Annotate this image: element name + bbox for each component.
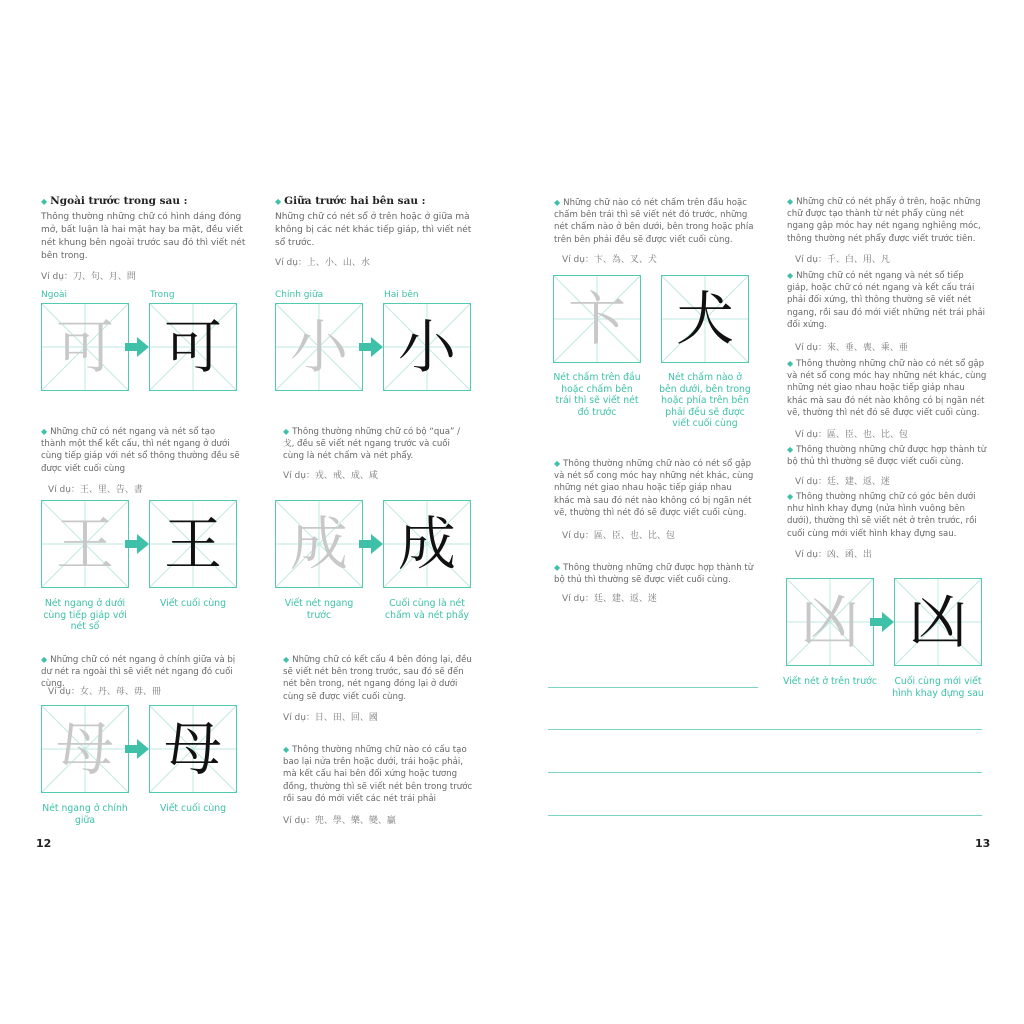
example-bushou: Ví dụ：廷、建、返、迷 — [562, 594, 657, 604]
example-outside-inside: Ví dụ：刀、句、月、問 — [41, 272, 136, 282]
caption-wang-b: Viết cuối cùng — [159, 598, 227, 609]
writing-line — [548, 687, 758, 688]
practice-box-mu-before — [41, 705, 129, 793]
label-hai-ben: Hai bên — [384, 290, 419, 300]
caption-wang-a: Nét ngang ở dưới cùng tiếp giáp với nét sổ — [43, 598, 127, 632]
practice-box-cheng-before — [275, 500, 363, 588]
caption-xiong-b: Cuối cùng mới viết hình khay đựng sau — [892, 676, 984, 699]
practice-box-ke-before — [41, 303, 129, 391]
caption-cheng-b: Cuối cùng là nét chấm và nét phẩy — [384, 598, 470, 621]
practice-box-xiong-before — [786, 578, 874, 666]
arrow-right-icon — [125, 739, 149, 759]
label-ngoai: Ngoài — [41, 290, 67, 300]
character-wang: 王 — [163, 510, 222, 578]
note-zhe: ◆ Thông thường những chữ nào có nét sổ gập và nét sổ cong móc hay những nét khác, cùng những nét giao nhau hoặc tiếp giáp nhau khác mà sau đó nét nào không có bị ngăn nét vẽ, thường thì nét đó sẽ được viết cuối cùng. — [554, 459, 754, 518]
example-dian: Ví dụ：卞、為、叉、犬 — [562, 255, 657, 265]
note-cheng: ◆ Thông thường những chữ có bộ “qua” / 戈, đều sẽ viết nét ngang trước và cuối cùng là nét chấm và nét phẩy. — [283, 427, 461, 462]
note-xiong: ◆ Thông thường những chữ có góc bên dưới như hình khay đựng (nửa hình vuông bên dưới), thường thì sẽ viết nét ở trên trước, rồi cuối cùng mới viết hình khay đựng sau. — [787, 492, 977, 539]
practice-box-quan — [661, 275, 749, 363]
note-bao: ◆ Thông thường những chữ nào có cấu tạo bao lại nửa trên hoặc dưới, trái hoặc phải, mà kết cấu hai bên đối xứng hoặc tương đồng, thường thì sẽ viết nét bên trong trước rồi sau đó mới viết các nét trái phải — [283, 745, 473, 804]
example-duicheng: Ví dụ：來、垂、喪、乘、亜 — [795, 343, 908, 353]
diamond-bullet-icon: ◆ — [787, 445, 794, 454]
practice-box-xiao-after — [383, 303, 471, 391]
caption-bian: Nét chấm trên đầu hoặc chấm bên trái thì sẽ viết nét đó trước — [553, 372, 641, 418]
caption-quan: Nét chấm nào ở bên dưới, bên trong hoặc phía trên bên phải đều sẽ được viết cuối cùng — [659, 372, 751, 429]
example-cheng: Ví dụ：戎、戒、成、咸 — [283, 471, 378, 481]
note-pie: ◆ Những chữ có nét phẩy ở trên, hoặc những chữ được tạo thành từ nét phẩy cùng nét ngang gập móc hay nét ngang nghiêng móc, thông thường nét phẩy được viết trước tiên. — [787, 197, 981, 244]
page-number-left: 12 — [36, 837, 52, 850]
diamond-bullet-icon: ◆ — [554, 563, 561, 572]
diamond-bullet-icon: ◆ — [283, 745, 290, 754]
practice-box-mu-after — [149, 705, 237, 793]
character-xiong: 凶 — [908, 588, 967, 656]
diamond-bullet-icon: ◆ — [41, 655, 48, 664]
example-ri: Ví dụ：日、田、回、國 — [283, 713, 378, 723]
caption-xiong-a: Viết nét ở trên trước — [783, 676, 877, 687]
caption-mu-b: Viết cuối cùng — [159, 803, 227, 814]
arrow-right-icon — [870, 612, 894, 632]
caption-mu-a: Nét ngang ở chính giữa — [42, 803, 128, 826]
example-pie: Ví dụ：千、白、用、凡 — [795, 255, 890, 265]
writing-line — [548, 772, 982, 773]
practice-box-ke-after — [149, 303, 237, 391]
diamond-bullet-icon: ◆ — [787, 359, 794, 368]
practice-box-wang-after — [149, 500, 237, 588]
paragraph-middle-sides: Những chữ có nét sổ ở trên hoặc ở giữa mà không bị các nét khác tiếp giáp, thì viết nét sổ trước. — [275, 212, 472, 248]
note-wang: ◆ Những chữ có nét ngang và nét sổ tạo thành một thể kết cấu, thì nét ngang ở dưới cùng tiếp giáp với nét sổ thông thường đều sẽ được viết cuối cùng — [41, 427, 240, 474]
practice-box-wang-before — [41, 500, 129, 588]
diamond-bullet-icon: ◆ — [41, 427, 48, 436]
example-middle-sides: Ví dụ：上、小、山、水 — [275, 258, 370, 268]
note-ri: ◆ Những chữ có kết cấu 4 bên đóng lại, đều sẽ viết nét bên trong trước, sau đó sẽ đến nét bên trong, nét ngang đóng lại ở dưới cùng sẽ được viết cuối cùng. — [283, 655, 472, 702]
practice-box-xiao-before — [275, 303, 363, 391]
diamond-bullet-icon: ◆ — [787, 492, 794, 501]
note-dian: ◆ Những chữ nào có nét chấm trên đầu hoặc chấm bên trái thì sẽ viết nét đó trước, những nét chấm nào ở bên dưới, bên trong hoặc phía trên bên phải đều sẽ được viết cuối cùng. — [554, 198, 754, 245]
arrow-right-icon — [125, 534, 149, 554]
example-bao: Ví dụ：兜、學、樂、變、贏 — [283, 816, 396, 826]
caption-cheng-a: Viết nét ngang trước — [284, 598, 354, 621]
diamond-bullet-icon: ◆ — [283, 427, 290, 436]
paragraph-outside-inside: Thông thường những chữ có hình dáng đóng mở, bất luận là hai mặt hay ba mặt, đều viết nét khung bên ngoài trước sau đó thì viết nét bên trong. — [41, 212, 246, 261]
example-gou: Ví dụ：區、臣、也、比、包 — [795, 430, 908, 440]
note-bushou: ◆ Thông thường những chữ được hợp thành từ bộ thủ thì thường sẽ được viết cuối cùng. — [554, 563, 754, 586]
practice-box-xiong-after — [894, 578, 982, 666]
label-trong: Trong — [150, 290, 175, 300]
character-ke: 可 — [55, 313, 114, 381]
page-number-right: 13 — [975, 837, 991, 850]
diamond-bullet-icon: ◆ — [41, 196, 48, 206]
character-ke: 可 — [163, 313, 222, 381]
example-zhe: Ví dụ：區、臣、也、比、包 — [562, 531, 675, 541]
arrow-right-icon — [125, 337, 149, 357]
arrow-right-icon — [359, 534, 383, 554]
character-quan: 犬 — [675, 285, 734, 353]
character-cheng: 成 — [397, 510, 456, 578]
diamond-bullet-icon: ◆ — [787, 271, 794, 280]
character-cheng: 成 — [289, 510, 348, 578]
practice-box-bian — [553, 275, 641, 363]
diamond-bullet-icon: ◆ — [283, 655, 290, 664]
example-xiong: Ví dụ：凶、函、出 — [795, 550, 872, 560]
character-mu: 母 — [55, 715, 114, 783]
diamond-bullet-icon: ◆ — [554, 198, 561, 207]
character-xiong: 凶 — [800, 588, 859, 656]
character-xiao: 小 — [397, 313, 456, 381]
note-gou: ◆ Thông thường những chữ nào có nét sổ gập và nét sổ cong móc hay những nét khác, cùng những nét giao nhau hoặc tiếp giáp nhau khác mà sau đó nét nào không có bị ngăn nét vẽ, thường thì nét đó sẽ được viết cuối cùng. — [787, 359, 987, 418]
diamond-bullet-icon: ◆ — [787, 197, 794, 206]
character-wang: 王 — [55, 510, 114, 578]
note-mu: ◆ Những chữ có nét ngang ở chính giữa và bị dư nét ra ngoài thì sẽ viết nét ngang đó cuối cùng. — [41, 655, 236, 690]
practice-box-cheng-after — [383, 500, 471, 588]
writing-line — [548, 729, 982, 730]
character-mu: 母 — [163, 715, 222, 783]
character-bian: 卞 — [567, 285, 626, 353]
character-xiao: 小 — [289, 313, 348, 381]
label-chinh-giua: Chính giữa — [275, 290, 324, 300]
example-mu: Ví dụ：女、丹、母、毋、冊 — [48, 687, 161, 697]
arrow-right-icon — [359, 337, 383, 357]
heading-outside-inside: ◆ Ngoài trước trong sau : — [41, 195, 188, 207]
note-duicheng: ◆ Những chữ có nét ngang và nét sổ tiếp giáp, hoặc chữ có nét ngang và kết cấu trái phải đối xứng, thì thông thường sẽ viết nét ngang, rồi sau đó mới viết những nét trái phải đối xứng. — [787, 271, 986, 330]
diamond-bullet-icon: ◆ — [275, 196, 282, 206]
heading-middle-sides: ◆ Giữa trước hai bên sau : — [275, 195, 426, 207]
example-wang: Ví dụ：王、里、告、書 — [48, 485, 143, 495]
note-bushou2: ◆ Thông thường những chữ được hợp thành từ bộ thủ thì thường sẽ được viết cuối cùng. — [787, 445, 987, 468]
diamond-bullet-icon: ◆ — [554, 459, 561, 468]
writing-line — [548, 815, 982, 816]
example-bushou2: Ví dụ：廷、建、返、迷 — [795, 477, 890, 487]
